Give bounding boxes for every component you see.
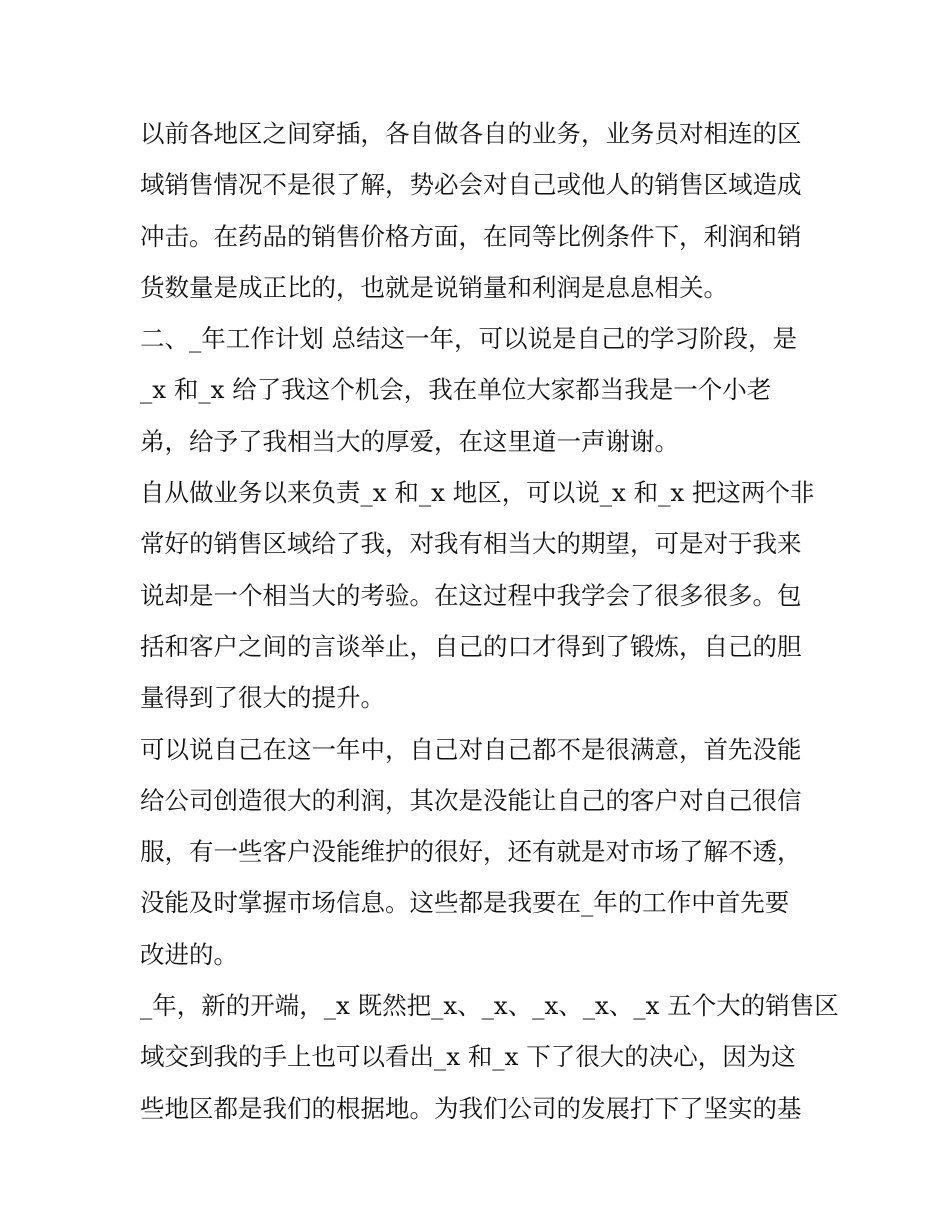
- text-line-7: 弟，给予了我相当大的厚爱，在这里道一声谢谢。: [140, 426, 679, 456]
- text-line-17: 改进的。: [140, 939, 238, 969]
- text-line-3: 冲击。在药品的销售价格方面，在同等比例条件下，利润和销: [140, 221, 802, 251]
- text-line-6: _x 和_x 给了我这个机会，我在单位大家都当我是一个小老: [140, 375, 772, 405]
- text-line-11: 括和客户之间的言谈举止，自己的口才得到了锻炼，自己的胆: [140, 631, 802, 661]
- text-line-18: _年，新的开端，_x 既然把_x、_x、_x、_x、_x 五个大的销售区: [140, 991, 839, 1021]
- text-line-4: 货数量是成正比的，也就是说销量和利润是息息相关。: [140, 272, 728, 302]
- text-line-20: 些地区都是我们的根据地。为我们公司的发展打下了坚实的基: [140, 1093, 802, 1123]
- text-line-5: 二、_年工作计划 总结这一年，可以说是自己的学习阶段，是: [140, 324, 798, 354]
- document-body: [140, 108, 839, 1134]
- text-line-1: 以前各地区之间穿插，各自做各自的业务，业务员对相连的区: [140, 119, 802, 148]
- text-line-13: 可以说自己在这一年中，自己对自己都不是很满意，首先没能: [140, 734, 802, 764]
- text-line-15: 服，有一些客户没能维护的很好，还有就是对市场了解不透，: [140, 837, 802, 867]
- text-line-12: 量得到了很大的提升。: [140, 683, 385, 713]
- text-line-19: 域交到我的手上也可以看出_x 和_x 下了很大的决心，因为这: [140, 1042, 796, 1072]
- text-line-14: 给公司创造很大的利润，其次是没能让自己的客户对自己很信: [140, 785, 802, 815]
- text-line-2: 域销售情况不是很了解，势必会对自己或他人的销售区域造成: [140, 170, 802, 200]
- text-line-10: 说却是一个相当大的考验。在这过程中我学会了很多很多。包: [140, 580, 802, 610]
- text-line-9: 常好的销售区域给了我，对我有相当大的期望，可是对于我来: [140, 529, 802, 559]
- text-line-8: 自从做业务以来负责_x 和_x 地区，可以说_x 和_x 把这两个非: [140, 478, 815, 508]
- text-line-16: 没能及时掌握市场信息。这些都是我要在_年的工作中首先要: [140, 888, 790, 918]
